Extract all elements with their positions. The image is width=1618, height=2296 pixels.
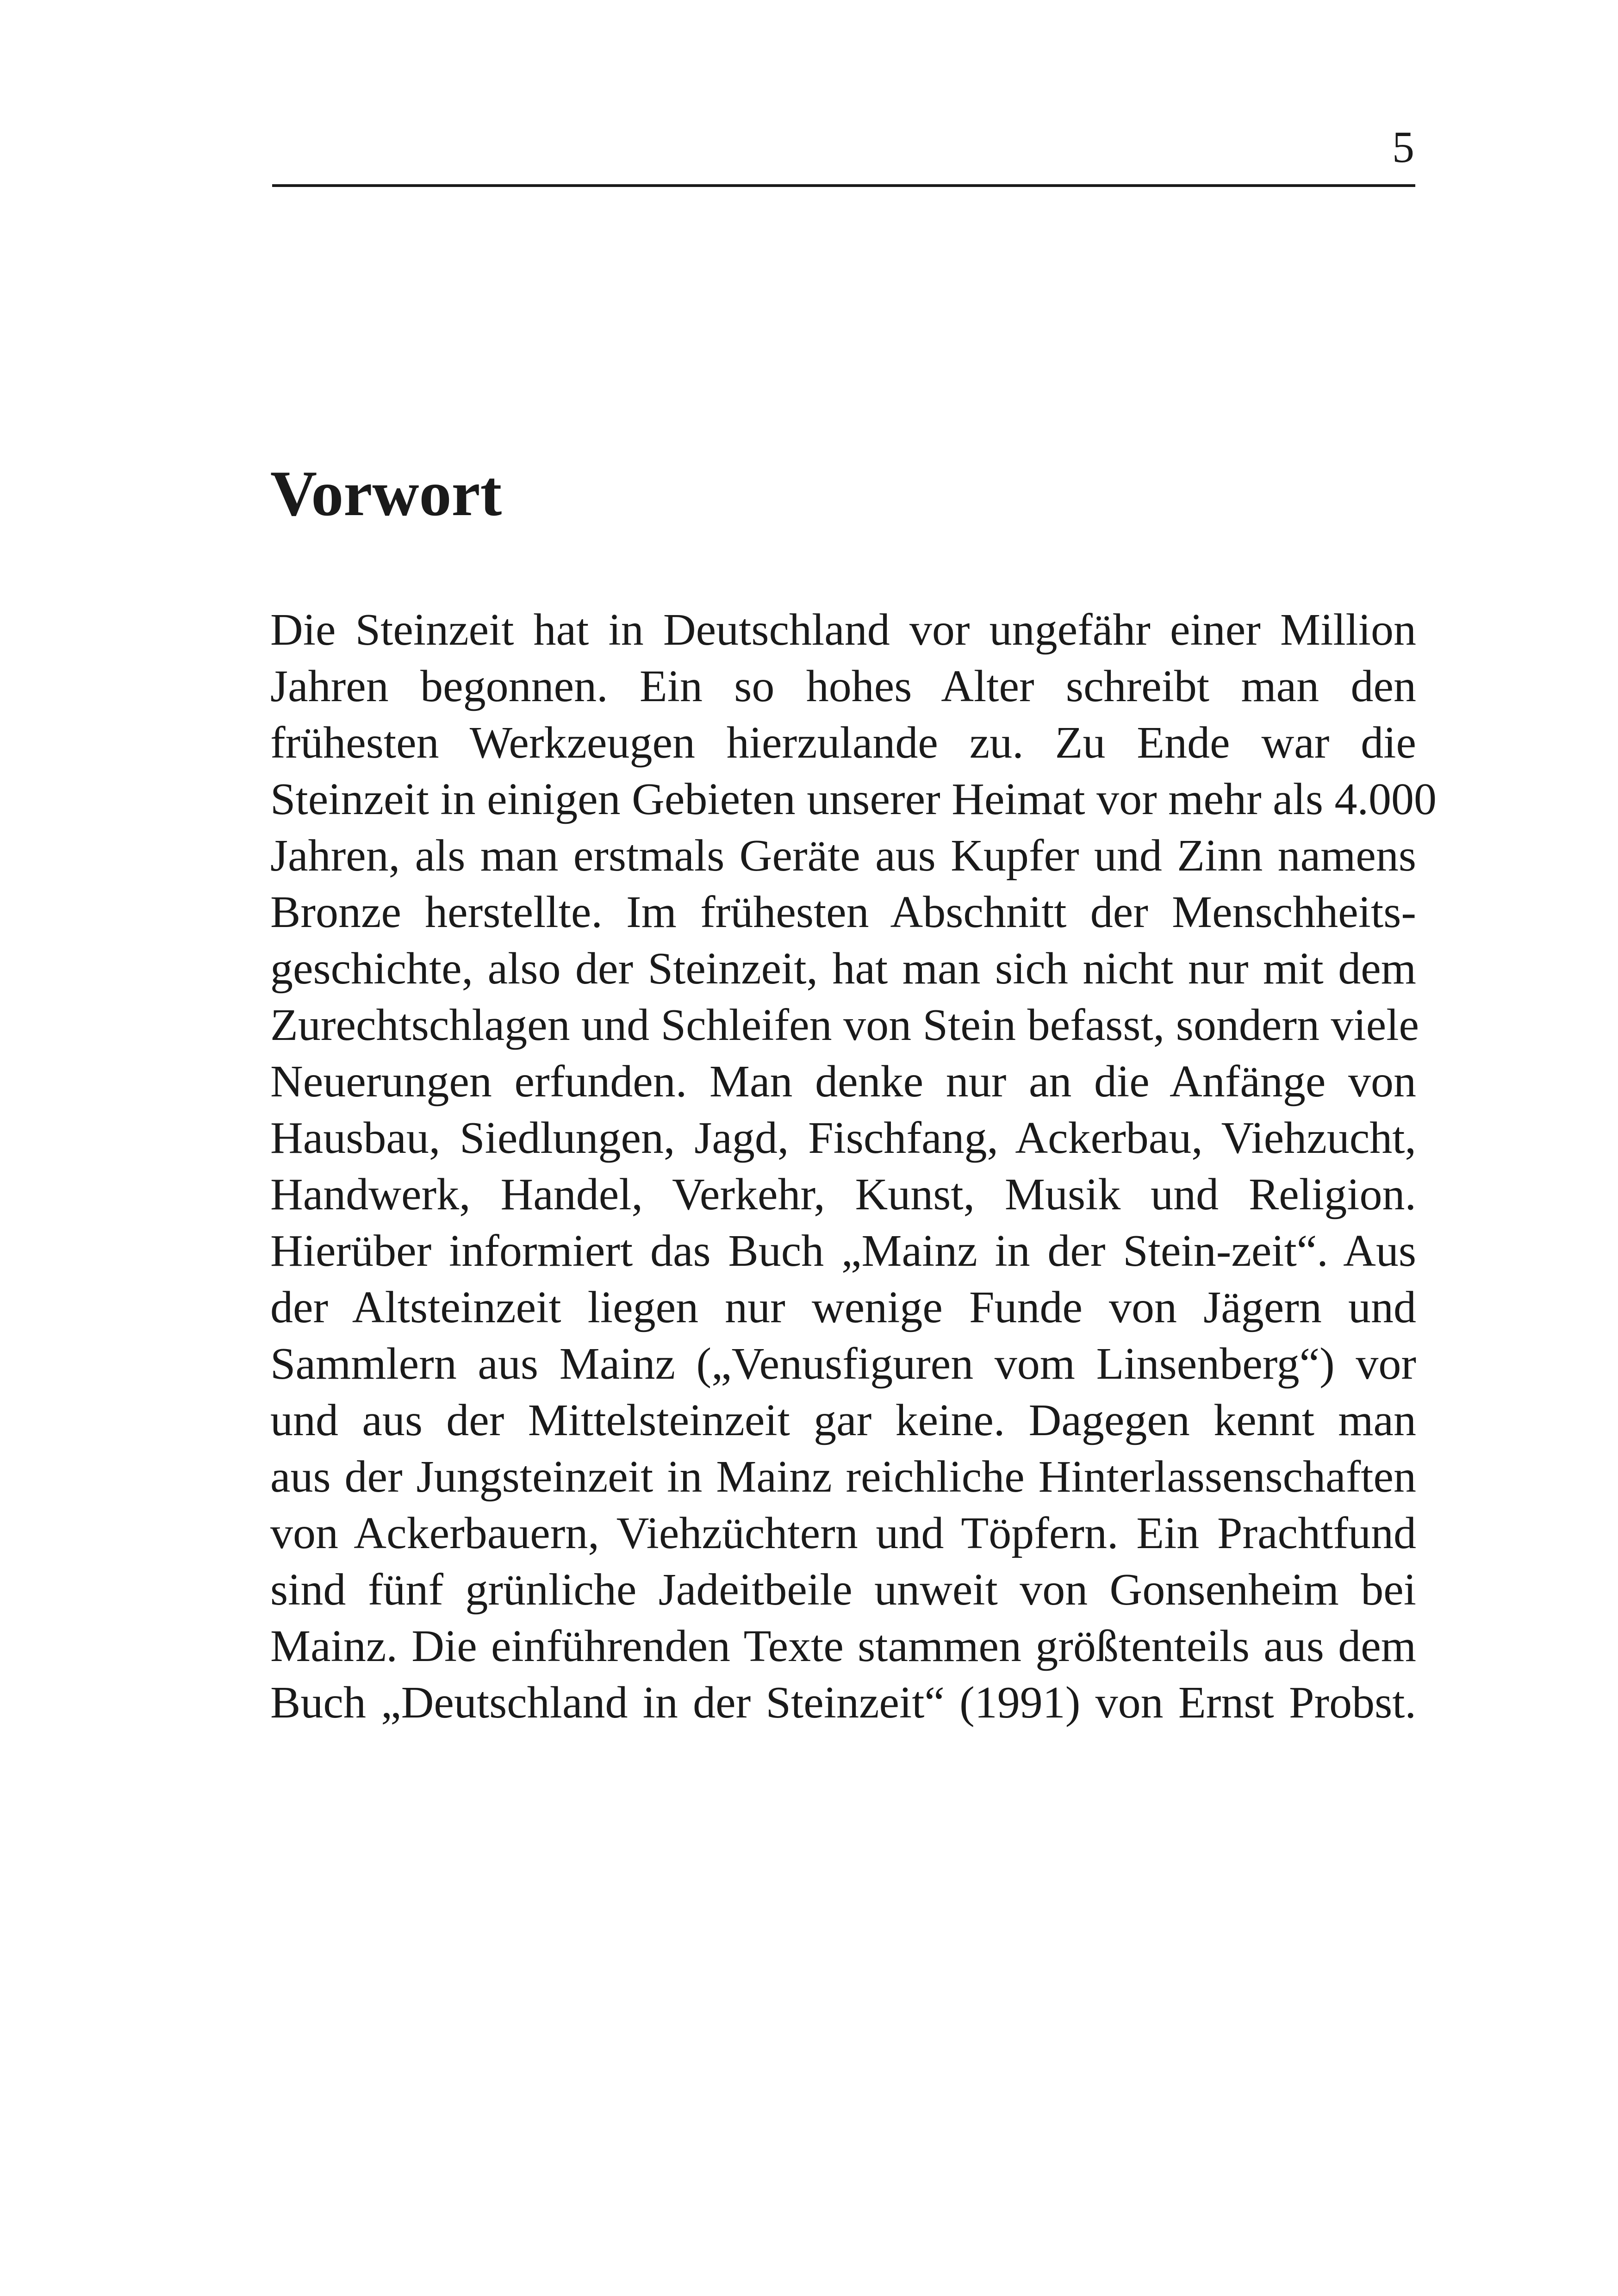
page-number: 5	[1392, 122, 1414, 172]
body-line: Handwerk, Handel, Verkehr, Kunst, Musik und Religion.	[270, 1170, 1416, 1220]
body-line: Zurechtschlagen und Schleifen von Stein befasst, sondern viele	[270, 1000, 1419, 1050]
body-line: aus der Jungsteinzeit in Mainz reichliche Hinterlassenschaften	[270, 1452, 1416, 1502]
body-line: Steinzeit in einigen Gebieten unserer Heimat vor mehr als 4.000	[270, 774, 1437, 824]
header-rule	[272, 184, 1415, 187]
body-line: Jahren, als man erstmals Geräte aus Kupfer und Zinn namens	[270, 831, 1416, 881]
body-line: frühesten Werkzeugen hierzulande zu. Zu Ende war die	[270, 718, 1416, 768]
body-line: sind fünf grünliche Jadeitbeile unweit von Gonsenheim bei	[270, 1565, 1416, 1615]
body-line: Hierüber informiert das Buch „Mainz in der Stein-zeit“. Aus	[270, 1226, 1416, 1276]
body-line: und aus der Mittelsteinzeit gar keine. Dagegen kennt man	[270, 1395, 1416, 1445]
body-paragraph	[270, 602, 1437, 1731]
body-line: Neuerungen erfunden. Man denke nur an die Anfänge von	[270, 1057, 1416, 1107]
body-line: Buch „Deutschland in der Steinzeit“ (1991) von Ernst Probst.	[270, 1678, 1416, 1728]
body-line: Die Steinzeit hat in Deutschland vor ungefähr einer Million	[270, 605, 1416, 655]
body-line: Hausbau, Siedlungen, Jagd, Fischfang, Ackerbau, Viehzucht,	[270, 1113, 1416, 1163]
body-line: der Altsteinzeit liegen nur wenige Funde von Jägern und	[270, 1282, 1416, 1332]
body-line: von Ackerbauern, Viehzüchtern und Töpfern. Ein Prachtfund	[270, 1508, 1416, 1558]
body-line: Mainz. Die einführenden Texte stammen größtenteils aus dem	[270, 1621, 1416, 1671]
body-line: Jahren begonnen. Ein so hohes Alter schreibt man den	[270, 661, 1416, 711]
body-line: Bronze herstellte. Im frühesten Abschnitt der Menschheits-	[270, 887, 1416, 937]
body-line: geschichte, also der Steinzeit, hat man sich nicht nur mit dem	[270, 944, 1416, 994]
chapter-title: Vorwort	[270, 458, 502, 529]
body-line: Sammlern aus Mainz („Venusfiguren vom Linsenberg“) vor	[270, 1339, 1416, 1389]
